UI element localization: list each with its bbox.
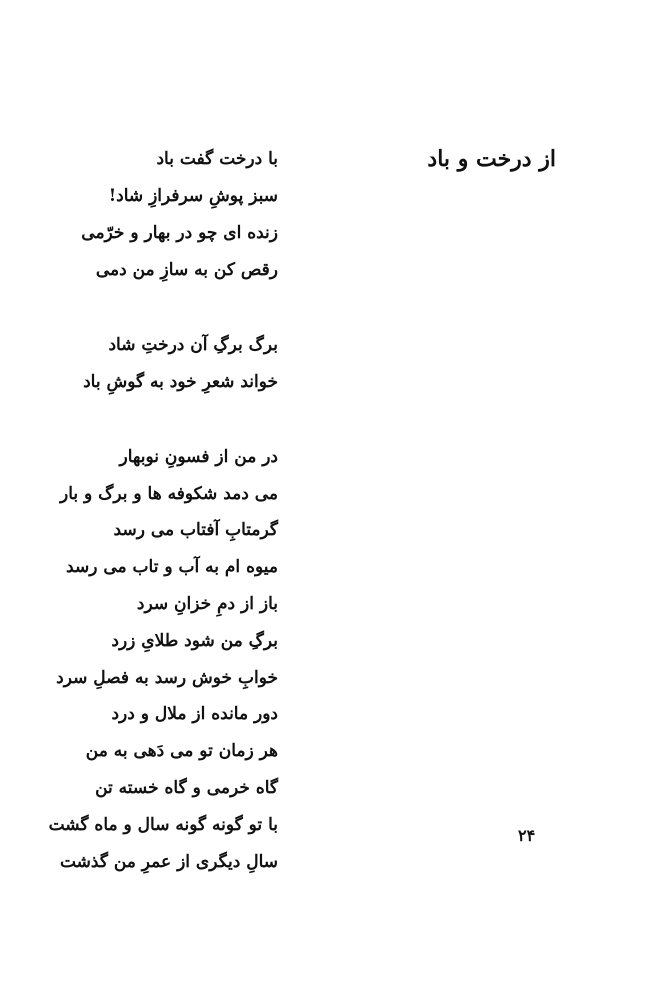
poem-line: گرمتابِ آفتاب می رسد [113,520,278,540]
poem-line: دور مانده از ملال و درد [111,704,278,724]
poem-title: از درخت و باد [427,146,556,172]
poem-line: با تو گونه گونه سال و ماه گشت [48,815,278,835]
poem-line: با درخت گفت باد [156,149,278,169]
poem-line: سبز پوشِ سرفرازِ شاد! [108,186,278,206]
poem-line: برگِ من شود طلایِ زرد [111,631,278,651]
poem-line: زنده ای چو در بهار و خرّمی [81,223,278,243]
poem-line: گاه خرمی و گاه خسته تن [95,778,278,798]
poem-line: برگ برگِ آن درختِ شاد [108,335,278,355]
poem-line: خوابِ خوش رسد به فصلِ سرد [56,668,278,688]
poem-line: هر زمان تو می دَهی به من [85,741,278,761]
poem-line: خواند شعرِ خود به گوشِ باد [83,372,278,392]
poem-line: رقص کن به سازِ من دمی [95,260,278,280]
poem-line: میوه ام به آب و تاب می رسد [66,557,278,577]
page-number: ۲۴ [518,826,536,845]
poem-line: در من از فسونِ نوبهار [119,447,278,467]
poem-line: سالِ دیگری از عمرِ من گذشت [59,852,278,872]
poem-line: می دمد شکوفه ها و برگ و بار [60,484,278,504]
poem-line: باز از دمِ خزانِ سرد [136,594,278,614]
